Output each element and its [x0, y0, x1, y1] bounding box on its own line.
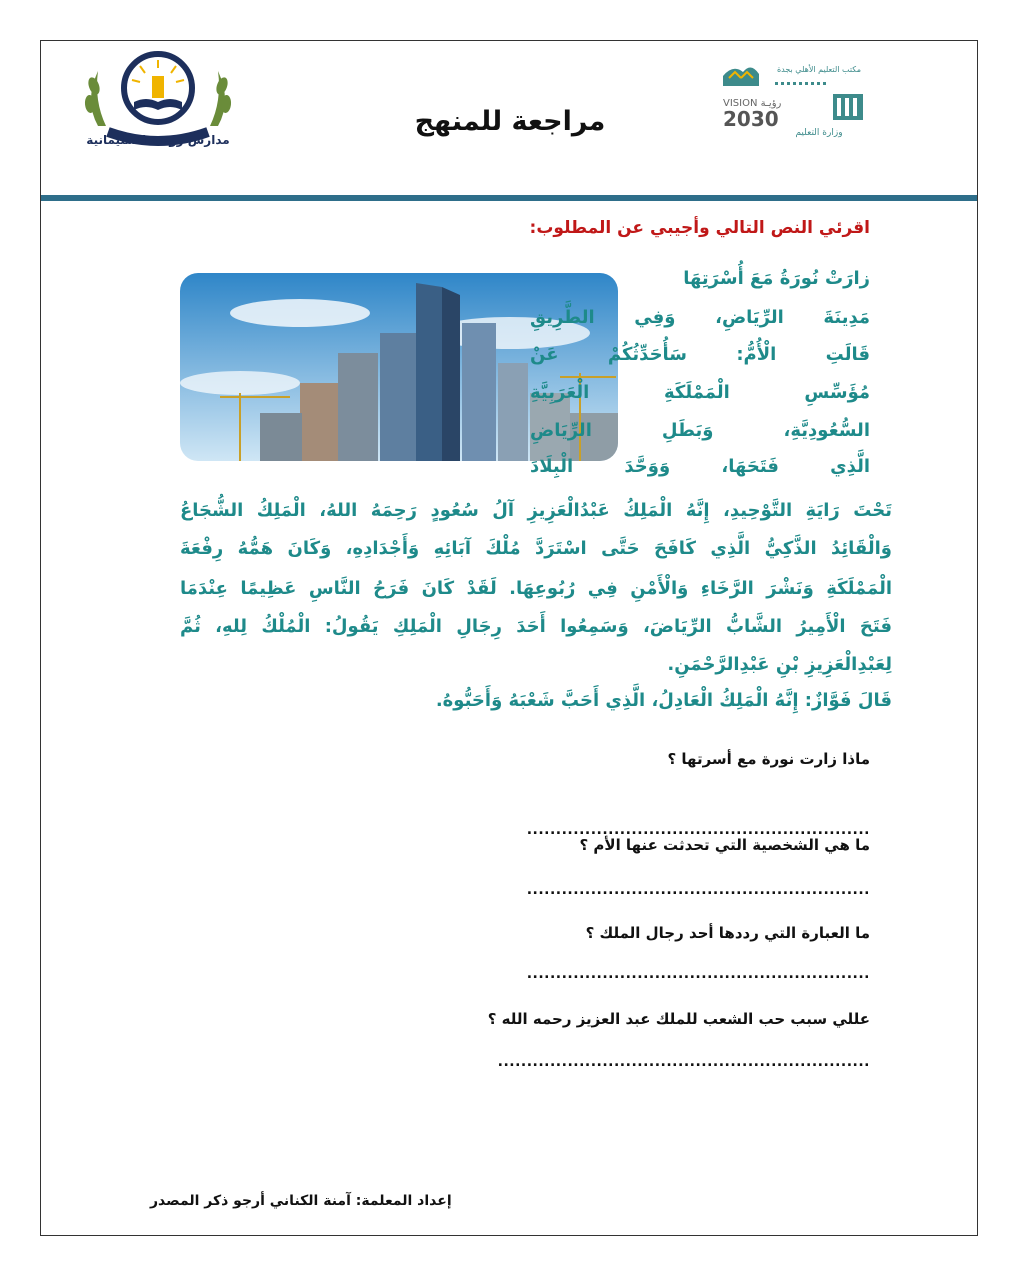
question-3: ما العبارة التي رددها أحد رجال الملك ؟ — [585, 924, 870, 942]
teacher-credit: إعداد المعلمة: آمنة الكناني أرجو ذكر المصدر — [150, 1193, 452, 1209]
vision-year: 2030 — [723, 107, 779, 131]
story-line-12: قَالَ فَوَّازٌ: إِنَّهُ الْمَلِكُ الْعَادِلُ، الَّذِي أَحَبَّ شَعْبَهُ وَأَحَبُّوهُ. — [435, 690, 892, 711]
story-line-6: الَّذِي فَتَحَهَا، وَوَحَّدَ الْبِلَادَ — [530, 456, 870, 477]
story-line-2: مَدِينَةَ الرِّيَاضِ، وَفِي الطَّرِيقِ — [530, 307, 870, 328]
instruction-heading: اقرئي النص التالي وأجيبي عن المطلوب: — [529, 218, 870, 238]
header-divider — [41, 195, 977, 201]
vision-text: VISION رؤيـة — [723, 98, 782, 109]
story-line-4: مُؤَسِّسِ الْمَمْلَكَةِ الْعَرَبِيَّةِ — [530, 382, 870, 403]
office-text: مكتب التعليم الأهلي بجدة — [776, 65, 862, 74]
ministry-text: وزارة التعليم — [795, 128, 843, 138]
ministry-logo — [715, 58, 875, 138]
story-line-8: وَالْقَائِدُ الذَّكِيُّ الَّذِي كَافَحَ حَتَّى اسْتَرَدَّ مُلْكَ آبَائِهِ وَأَجْدَادِهِ، وَكَانَ هَمُّهُ رِفْعَةَ — [180, 538, 892, 559]
question-4: عللي سبب حب الشعب للملك عبد العزيز رحمه الله ؟ — [487, 1010, 870, 1028]
question-2: ما هي الشخصية التي تحدثت عنها الأم ؟ — [579, 836, 870, 854]
page-title: مراجعة للمنهج — [414, 106, 606, 137]
story-line-10: فَتَحَ الْأَمِيرُ الشَّابُّ الرِّيَاضَ، وَسَمِعُوا أَحَدَ رِجَالِ الْمَلِكِ يَقُولُ: الْمُلْكُ لِلهِ، ثُمَّ — [180, 616, 892, 637]
school-logo — [78, 46, 238, 148]
answer-line-1[interactable]: ........................................................... — [526, 822, 870, 838]
answer-line-3[interactable]: ........................................................... — [526, 966, 870, 982]
question-1: ماذا زارت نورة مع أسرتها ؟ — [667, 750, 870, 768]
answer-line-4[interactable]: ................................................................ — [497, 1054, 870, 1070]
school-logo-text: مدارس روضة السليمانية — [86, 133, 230, 147]
story-line-5: السُّعُودِيَّةِ، وَبَطَلِ الرِّيَاضِ — [530, 420, 870, 441]
story-line-9: الْمَمْلَكَةِ وَنَشْرَ الرَّخَاءِ وَالْأَمْنِ فِي رُبُوعِهَا. لَقَدْ كَانَ فَرَحُ النَّاسِ عَظِيمًا عِنْدَمَا — [180, 578, 892, 599]
story-line-3: قَالَتِ الْأُمُّ: سَأُحَدِّثُكُمْ عَنْ — [530, 344, 870, 365]
story-line-11: لِعَبْدِالْعَزِيزِ بْنِ عَبْدِالرَّحْمَنِ. — [667, 654, 892, 675]
story-line-1: زارَتْ نُورَةُ مَعَ أُسْرَتِهَا — [683, 268, 870, 289]
story-line-7: تَحْتَ رَايَةِ التَّوْحِيدِ، إِنَّهُ الْمَلِكُ عَبْدُالْعَزِيزِ آلُ سُعُودٍ رَحِمَهُ اللهُ، الْمَلِكُ الشُّجَاعُ — [180, 500, 892, 521]
answer-line-2[interactable]: ........................................................... — [526, 882, 870, 898]
